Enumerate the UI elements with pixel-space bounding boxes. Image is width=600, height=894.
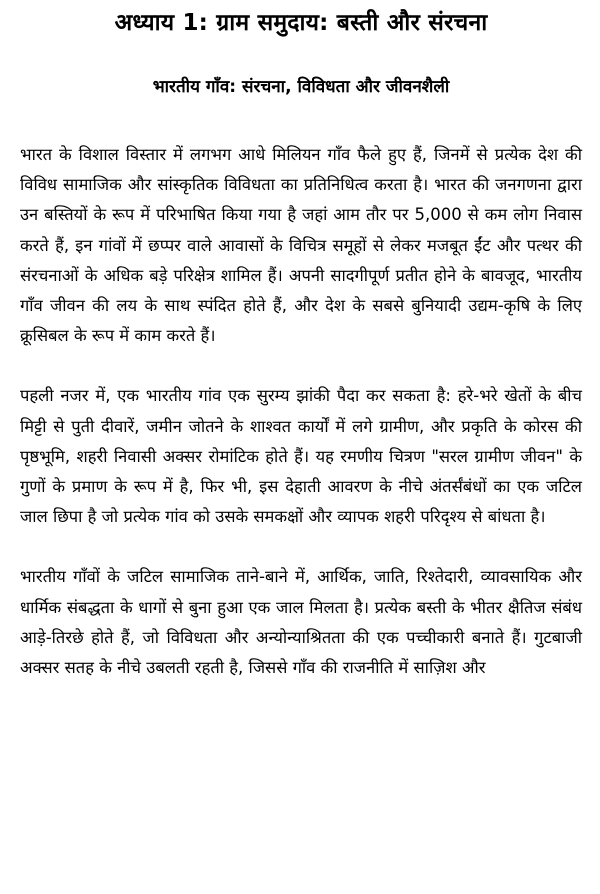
chapter-title: अध्याय 1: ग्राम समुदाय: बस्ती और संरचना (114, 10, 488, 36)
body-paragraph-2: पहली नजर में, एक भारतीय गांव एक सुरम्य झांकी पैदा कर सकता है: हरे-भरे खेतों के बीच मिट्टी से पुती दीवारें, जमीन जोतने के शाश्वत कार्यों में लगे ग्रामीण, और प्रकृति के कोरस की पृष्ठभूमि, शहरी निवासी अक्सर रोमांटिक होते हैं। यह रमणीय चित्रण "सरल ग्रामीण जीवन" के गुणों के प्रमाण के रूप में है, फिर भी, इस देहाती आवरण के नीचे अंतर्संबंधों का एक जटिल जाल छिपा है जो प्रत्येक गांव को उसके समकक्षों और व्यापक शहरी परिदृश्य से बांधता है। (20, 386, 582, 527)
body-paragraph-3: भारतीय गाँवों के जटिल सामाजिक ताने-बाने में, आर्थिक, जाति, रिश्तेदारी, व्यावसायिक और धार्मिक संबद्धता के धागों से बुना हुआ एक जाल मिलता है। प्रत्येक बस्ती के भीतर क्षैतिज संबंध आड़े-तिरछे होते हैं, जो विविधता और अन्योन्याश्रितता की एक पच्चीकारी बनाते हैं। गुटबाजी अक्सर सतह के नीचे उबलती रहती है, जिससे गाँव की राजनीति में साज़िश और (20, 567, 582, 678)
body-paragraph-1: भारत के विशाल विस्तार में लगभग आधे मिलियन गाँव फैले हुए हैं, जिनमें से प्रत्येक देश की विविध सामाजिक और सांस्कृतिक विविधता का प्रतिनिधित्व करता है। भारत की जनगणना द्वारा उन बस्तियों के रूप में परिभाषित किया गया है जहां आम तौर पर 5,000 से कम लोग निवास करते हैं, इन गांवों में छप्पर वाले आवासों के विचित्र समूहों से लेकर मजबूत ईंट और पत्थर की संरचनाओं के अधिक बड़े परिक्षेत्र शामिल हैं। अपनी सादगीपूर्ण प्रतीत होने के बावजूद, भारतीय गाँव जीवन की लय के साथ स्पंदित होते हैं, और देश के सबसे बुनियादी उद्यम-कृषि के लिए क्रूसिबल के रूप में काम करते हैं। (20, 145, 582, 346)
section-title: भारतीय गाँव: संरचना, विविधता और जीवनशैली (152, 77, 450, 97)
